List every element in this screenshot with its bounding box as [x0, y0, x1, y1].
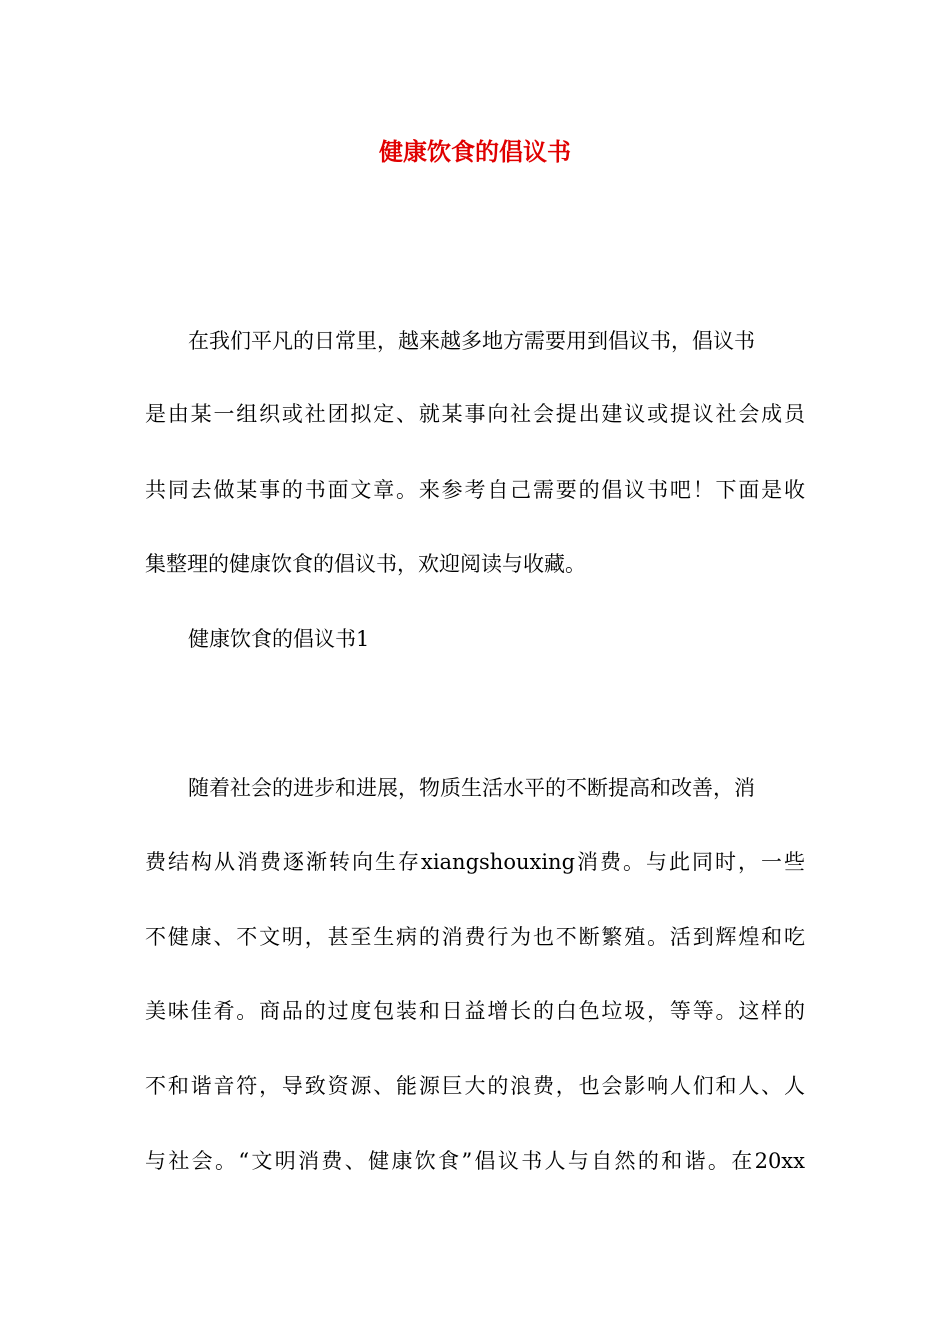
intro-line-3: 共同去做某事的书面文章。来参考自己需要的倡议书吧！下面是收 — [145, 478, 805, 502]
document-title: 健康饮食的倡议书 — [379, 138, 571, 166]
body-line-6: 与社会。“文明消费、健康饮食”倡议书人与自然的和谐。在20xx — [145, 1149, 805, 1173]
intro-line-2: 是由某一组织或社团拟定、就某事向社会提出建议或提议社会成员 — [145, 402, 805, 426]
intro-line-4: 集整理的健康饮食的倡议书，欢迎阅读与收藏。 — [145, 552, 586, 576]
body-line-1: 随着社会的进步和进展，物质生活水平的不断提高和改善，消 — [188, 776, 755, 800]
body-line-5: 不和谐音符，导致资源、能源巨大的浪费，也会影响人们和人、人 — [145, 1074, 805, 1098]
body-line-4: 美味佳肴。商品的过度包装和日益增长的白色垃圾，等等。这样的 — [145, 999, 805, 1023]
section-heading: 健康饮食的倡议书1 — [188, 627, 370, 651]
body-line-2: 费结构从消费逐渐转向生存xiangshouxing消费。与此同时，一些 — [145, 850, 805, 874]
intro-line-1: 在我们平凡的日常里，越来越多地方需要用到倡议书，倡议书 — [188, 329, 755, 353]
body-line-3: 不健康、不文明，甚至生病的消费行为也不断繁殖。活到辉煌和吃 — [145, 925, 805, 949]
